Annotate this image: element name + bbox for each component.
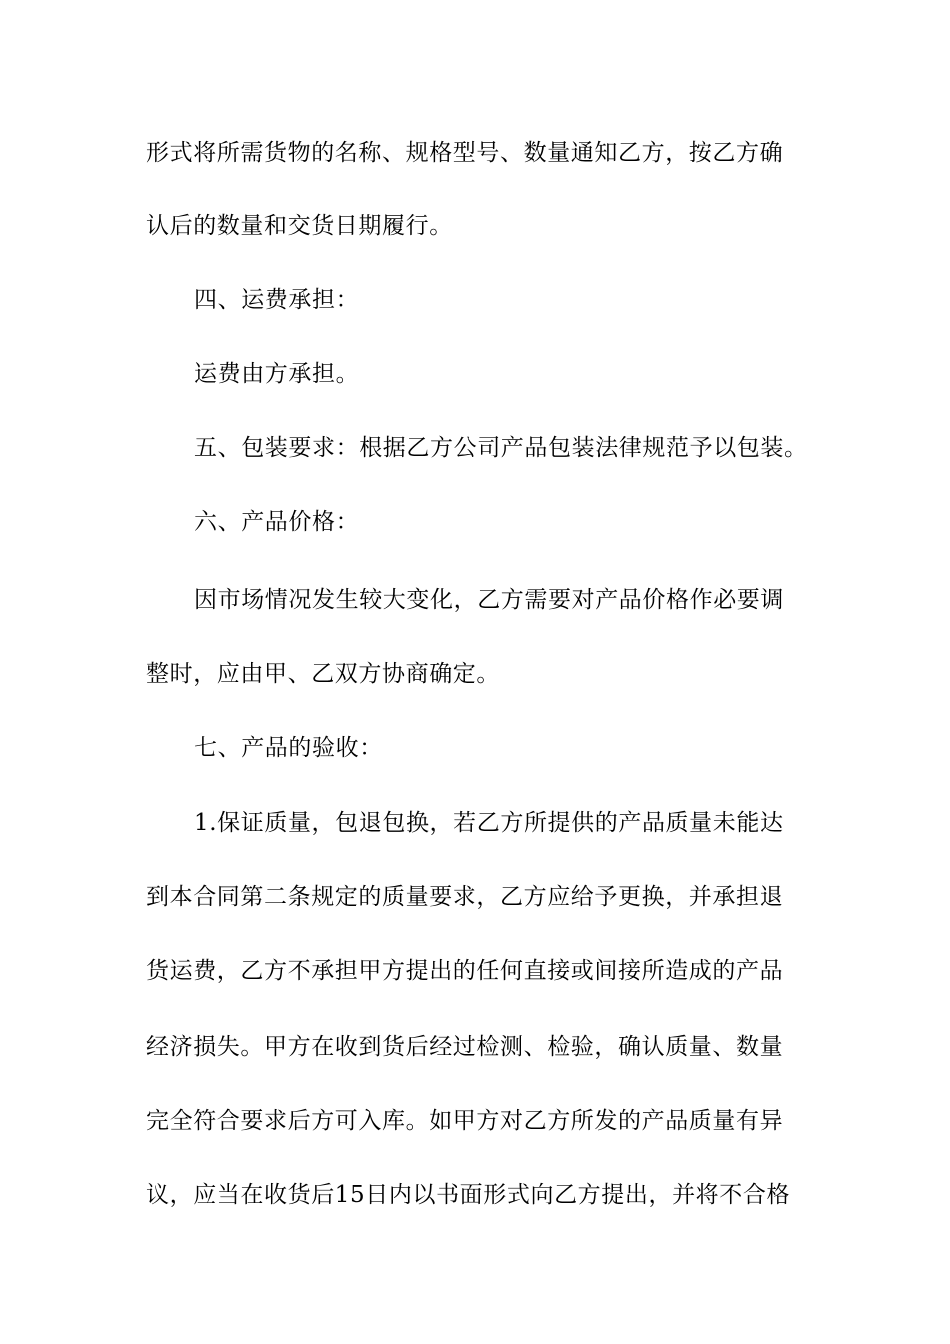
paragraph-line: 完全符合要求后方可入库。如甲方对乙方所发的产品质量有异 (146, 1108, 784, 1134)
paragraph-line: 运费由方承担。 (194, 361, 360, 387)
section-heading-freight: 四、运费承担： (194, 287, 360, 313)
section-heading-price: 六、产品价格： (194, 509, 360, 535)
paragraph-line: 形式将所需货物的名称、规格型号、数量通知乙方，按乙方确 (146, 140, 784, 166)
paragraph-line: 因市场情况发生较大变化，乙方需要对产品价格作必要调 (194, 587, 784, 613)
section-heading-packaging: 五、包装要求：根据乙方公司产品包装法律规范予以包装。 (194, 435, 808, 461)
paragraph-line: 认后的数量和交货日期履行。 (146, 213, 453, 239)
paragraph-line: 经济损失。甲方在收到货后经过检测、检验，确认质量、数量 (146, 1034, 784, 1060)
paragraph-line: 到本合同第二条规定的质量要求，乙方应给予更换，并承担退 (146, 884, 784, 910)
paragraph-line: 1.保证质量，包退包换，若乙方所提供的产品质量未能达 (194, 810, 784, 836)
section-heading-acceptance: 七、产品的验收： (194, 735, 383, 761)
paragraph-line: 整时，应由甲、乙双方协商确定。 (146, 661, 500, 687)
paragraph-line: 议，应当在收货后15日内以书面形式向乙方提出，并将不合格 (146, 1182, 791, 1208)
paragraph-line: 货运费，乙方不承担甲方提出的任何直接或间接所造成的产品 (146, 958, 784, 984)
